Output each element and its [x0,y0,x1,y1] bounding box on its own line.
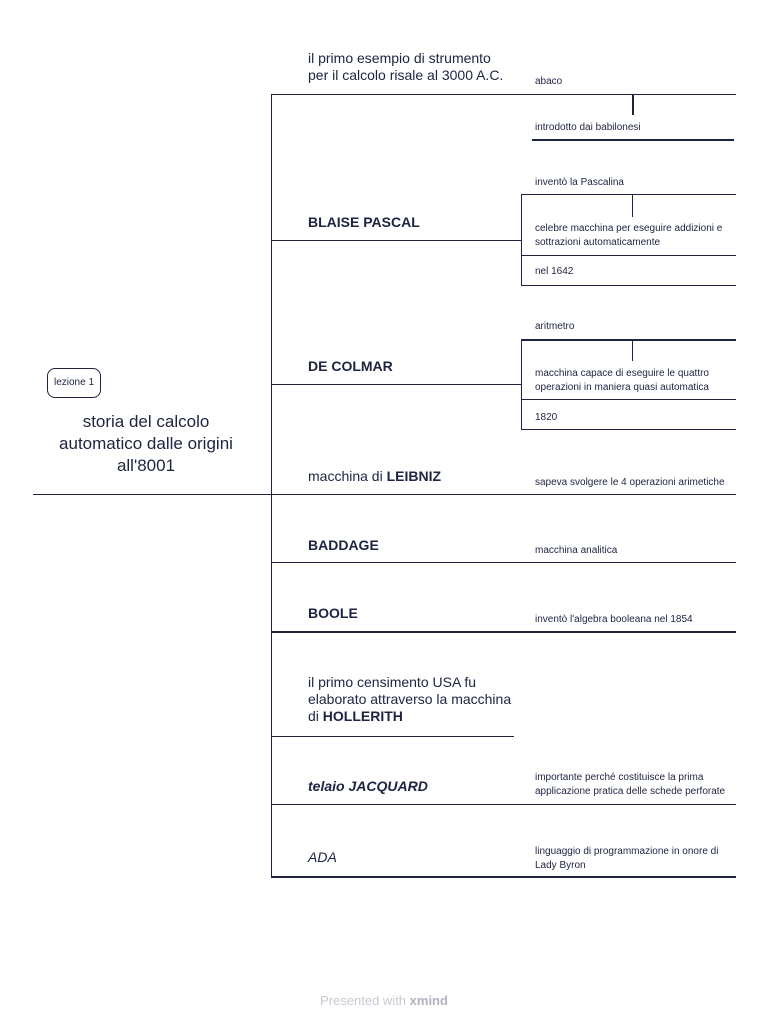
topic-hollerith-name: HOLLERITH [322,708,403,724]
topic-hollerith-prefix: di [308,708,323,724]
leaf-jacquard-line-1: importante perché costituisce la prima [535,772,704,783]
xmind-logo: xmind [409,993,448,1008]
topic-baddage[interactable]: BADDAGE [308,537,379,553]
leaf-abaco[interactable]: abaco [535,76,563,87]
branch-pascal-line [271,240,521,241]
sub-aritmetro-year[interactable]: 1820 [535,412,558,423]
pascal-connector [632,195,633,217]
main-trunk [271,94,272,878]
topic-hollerith-line-3 [308,708,511,725]
topic-leibniz-name: LEIBNIZ [386,468,442,484]
leaf-ada-line-1: linguaggio di programmazione in onore di [535,846,719,857]
topic-hollerith-line-2: elaborato attraverso la macchina [308,691,512,707]
leaf-jacquard[interactable] [535,771,725,799]
leaf-leibniz[interactable]: sapeva svolgere le 4 operazioni arimetiche [535,477,725,488]
sub-pascalina-year[interactable]: nel 1642 [535,266,574,277]
branch-ada-line [271,876,736,878]
abaco-connector [632,95,634,115]
topic-jacquard[interactable] [308,778,428,795]
pascal-sub-trunk [521,194,522,285]
leaf-boole[interactable]: inventò l'algebra booleana nel 1854 [535,614,693,625]
lesson-label-tag[interactable]: lezione 1 [47,368,101,398]
sub-aritmetro-description-line-2: operazioni in maniera quasi automatica [535,382,709,393]
colmar-sub2-line [521,429,736,430]
topic-jacquard-prefix: telaio [308,778,349,794]
topic-jacquard-name: JACQUARD [348,778,428,794]
branch-colmar-line [271,384,521,385]
leaf-aritmetro[interactable]: aritmetro [535,321,575,332]
root-title-line-2: automatico dalle origini [59,434,233,453]
sub-aritmetro-description[interactable] [535,367,709,395]
sub-pascalina-description-line-1: celebre macchina per eseguire addizioni e [535,223,723,234]
branch-abaco-line [271,94,736,95]
root-topic[interactable] [34,411,258,477]
pascal-sub2-line [521,285,736,286]
colmar-sub1-line [521,399,736,400]
pascal-leaf-line [521,194,736,195]
root-underline [33,494,272,495]
branch-baddage-line [271,562,736,563]
topic-boole[interactable]: BOOLE [308,605,358,621]
sub-aritmetro-description-line-1: macchina capace di eseguire le quattro [535,368,709,379]
topic-ada[interactable]: ADA [308,849,337,865]
leaf-baddage[interactable]: macchina analitica [535,545,618,556]
topic-colmar[interactable]: DE COLMAR [308,358,393,374]
topic-leibniz-prefix: macchina di [308,468,387,484]
sub-abaco-babilonesi[interactable]: introdotto dai babilonesi [535,122,641,133]
topic-pascal[interactable]: BLAISE PASCAL [308,214,420,230]
colmar-sub-trunk [521,339,522,430]
branch-leibniz-line [271,494,736,495]
leaf-jacquard-line-2: applicazione pratica delle schede perforate [535,786,726,797]
topic-hollerith[interactable] [308,674,511,725]
root-title-line-3: all'8001 [116,456,176,475]
leaf-ada[interactable] [535,845,718,873]
colmar-connector [632,341,633,361]
leaf-pascalina[interactable]: inventò la Pascalina [535,177,624,188]
sub-pascalina-description-line-2: sottrazioni automaticamente [535,237,661,248]
sub-pascalina-description[interactable] [535,222,722,250]
pascal-sub1-line [521,255,736,256]
footer-prefix: Presented with [320,993,410,1008]
abaco-sub-line [532,139,734,141]
colmar-leaf-line [521,339,736,341]
branch-jacquard-line [271,804,736,805]
leaf-ada-line-2: Lady Byron [535,860,586,871]
topic-abaco-intro-line-1: il primo esempio di strumento [308,50,491,66]
topic-abaco-intro-line-2: per il calcolo risale al 3000 A.C. [308,67,504,83]
root-title-line-1: storia del calcolo [82,412,210,431]
topic-hollerith-line-1: il primo censimento USA fu [308,674,477,690]
topic-abaco-intro[interactable] [308,50,503,84]
topic-leibniz[interactable] [308,468,441,485]
branch-hollerith-line [271,736,514,737]
branch-boole-line [271,631,736,633]
presented-with-footer [0,993,768,1008]
